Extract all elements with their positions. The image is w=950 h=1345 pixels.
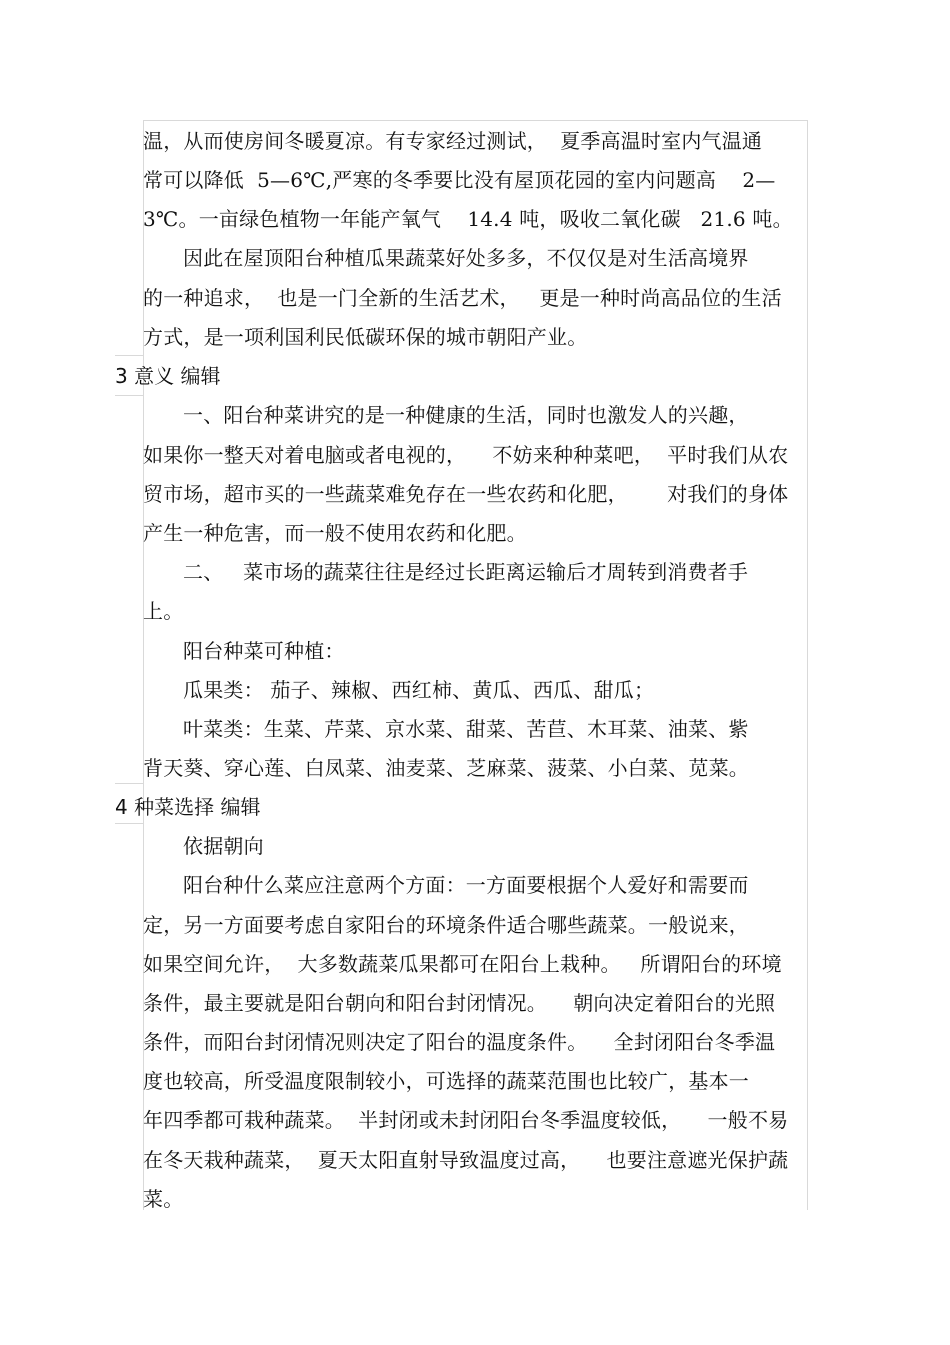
- paragraph-line: 如果空间允许， 大多数蔬菜瓜果都可在阳台上栽种。 所谓阳台的环境: [143, 952, 782, 976]
- section-heading: 3 意义 编辑: [115, 364, 221, 388]
- paragraph-line: 定，另一方面要考虑自家阳台的环境条件适合哪些蔬菜。一般说来，: [143, 913, 749, 937]
- paragraph-line: 条件，最主要就是阳台朝向和阳台封闭情况。 朝向决定着阳台的光照: [143, 991, 776, 1015]
- paragraph-line: 上。: [143, 599, 184, 623]
- paragraph-line: 阳台种什么菜应注意两个方面：一方面要根据个人爱好和需要而: [183, 873, 749, 897]
- page-frame-right: [807, 120, 808, 1210]
- paragraph-line: 菜。: [143, 1187, 184, 1211]
- paragraph-line: 年四季都可栽种蔬菜。 半封闭或未封闭阳台冬季温度较低， 一般不易: [143, 1108, 789, 1132]
- section-heading: 4 种菜选择 编辑: [115, 795, 261, 819]
- leaf-list-line: 背天葵、穿心莲、白凤菜、油麦菜、芝麻菜、菠菜、小白菜、苋菜。: [143, 756, 749, 780]
- paragraph-line: 一、阳台种菜讲究的是一种健康的生活，同时也激发人的兴趣，: [183, 403, 749, 427]
- plant-intro: 阳台种菜可种植：: [183, 639, 345, 663]
- section-marker: [115, 823, 143, 824]
- paragraph-line: 因此在屋顶阳台种植瓜果蔬菜好处多多，不仅仅是对生活高境界: [183, 246, 749, 270]
- section-marker: [115, 783, 143, 784]
- paragraph-line: 贸市场，超市买的一些蔬菜难免存在一些农药和化肥， 对我们的身体: [143, 482, 789, 506]
- paragraph-line: 3℃。一亩绿色植物一年能产氧气 14.4 吨，吸收二氧化碳 21.6 吨。: [143, 207, 793, 231]
- paragraph-line: 如果你一整天对着电脑或者电视的， 不妨来种种菜吧， 平时我们从农: [143, 443, 789, 467]
- paragraph-line: 条件，而阳台封闭情况则决定了阳台的温度条件。 全封闭阳台冬季温: [143, 1030, 776, 1054]
- section-marker: [115, 395, 143, 396]
- paragraph-line: 二、 菜市场的蔬菜往往是经过长距离运输后才周转到消费者手: [183, 560, 749, 584]
- paragraph-line: 度也较高，所受温度限制较小，可选择的蔬菜范围也比较广，基本一: [143, 1069, 749, 1093]
- paragraph-line: 在冬天栽种蔬菜， 夏天太阳直射导致温度过高， 也要注意遮光保护蔬: [143, 1148, 789, 1172]
- paragraph-line: 温，从而使房间冬暖夏凉。有专家经过测试， 夏季高温时室内气温通: [143, 129, 763, 153]
- paragraph-line: 常可以降低 5—6℃,严寒的冬季要比没有屋顶花园的室内问题高 2—: [143, 168, 776, 192]
- fruit-list: 瓜果类： 茄子、辣椒、西红柿、黄瓜、西瓜、甜瓜；: [183, 678, 655, 702]
- subheading: 依据朝向: [183, 834, 264, 858]
- page-frame-top: [143, 120, 808, 121]
- section-marker: [115, 355, 143, 356]
- paragraph-line: 的一种追求， 也是一门全新的生活艺术， 更是一种时尚高品位的生活: [143, 286, 782, 310]
- leaf-list-line: 叶菜类：生菜、芹菜、京水菜、甜菜、苦苣、木耳菜、油菜、紫: [183, 717, 749, 741]
- paragraph-line: 产生一种危害，而一般不使用农药和化肥。: [143, 521, 527, 545]
- paragraph-line: 方式，是一项利国利民低碳环保的城市朝阳产业。: [143, 325, 588, 349]
